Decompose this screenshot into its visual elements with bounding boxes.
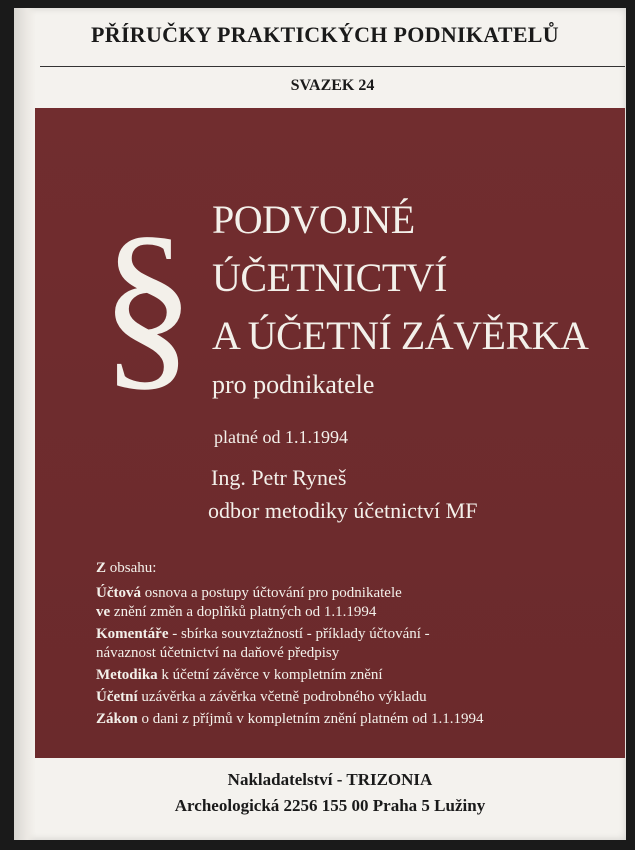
list-item-lead: Metodika: [96, 667, 158, 683]
list-item-lead: Komentáře: [96, 626, 169, 642]
list-item-text: znění změn a doplňků platných od 1.1.1994: [110, 604, 377, 620]
volume-number: SVAZEK 24: [290, 77, 375, 94]
list-item-text: návaznost účetnictví na daňové předpisy: [96, 645, 340, 661]
section-sign-icon: §: [100, 198, 195, 408]
title-line-3: A ÚČETNÍ ZÁVĚRKA: [212, 313, 589, 358]
list-item-text: k účetní závěrce v kompletním znění: [157, 667, 383, 683]
author-name: Ing. Petr Ryneš: [211, 465, 347, 490]
list-item-lead: Účetní: [96, 689, 138, 705]
list-item: [96, 688, 596, 707]
list-item-text: uzávěrka a závěrka včetně podrobného výkladu: [137, 689, 427, 705]
list-item-text: o dani z příjmů v kompletním znění platném od 1.1.1994: [137, 711, 484, 727]
contents-list: [96, 584, 596, 729]
author-department: odbor metodiky účetnictví MF: [208, 498, 478, 523]
contents-heading-rest: obsahu:: [106, 560, 157, 576]
list-item: [96, 644, 596, 663]
list-item-lead: Účtová: [96, 585, 141, 601]
list-item: [96, 666, 596, 685]
list-item-text: - sbírka souvztažností - příklady účtování -: [168, 626, 430, 642]
list-item: [96, 603, 596, 622]
title-line-2: ÚČETNICTVÍ: [212, 255, 447, 300]
title-line-1: PODVOJNÉ: [212, 197, 415, 242]
list-item: [96, 710, 596, 729]
contents-heading-lead: Z: [96, 560, 107, 576]
list-item: [96, 625, 596, 644]
list-item-text: osnova a postupy účtování pro podnikatele: [141, 585, 402, 601]
publisher-name: Nakladatelství - TRIZONIA: [227, 770, 433, 789]
header-rule: [40, 66, 625, 67]
spine-edge: [14, 8, 36, 840]
validity-date: platné od 1.1.1994: [214, 427, 348, 447]
contents-heading: [96, 560, 156, 577]
list-item-lead: ve: [96, 604, 111, 620]
publisher-address: Archeologická 2256 155 00 Praha 5 Lužiny: [174, 796, 486, 815]
subtitle: pro podnikatele: [212, 370, 375, 399]
list-item-lead: Zákon: [96, 711, 138, 727]
list-item: [96, 584, 596, 603]
series-title: PŘÍRUČKY PRAKTICKÝCH PODNIKATELŮ: [91, 22, 559, 47]
